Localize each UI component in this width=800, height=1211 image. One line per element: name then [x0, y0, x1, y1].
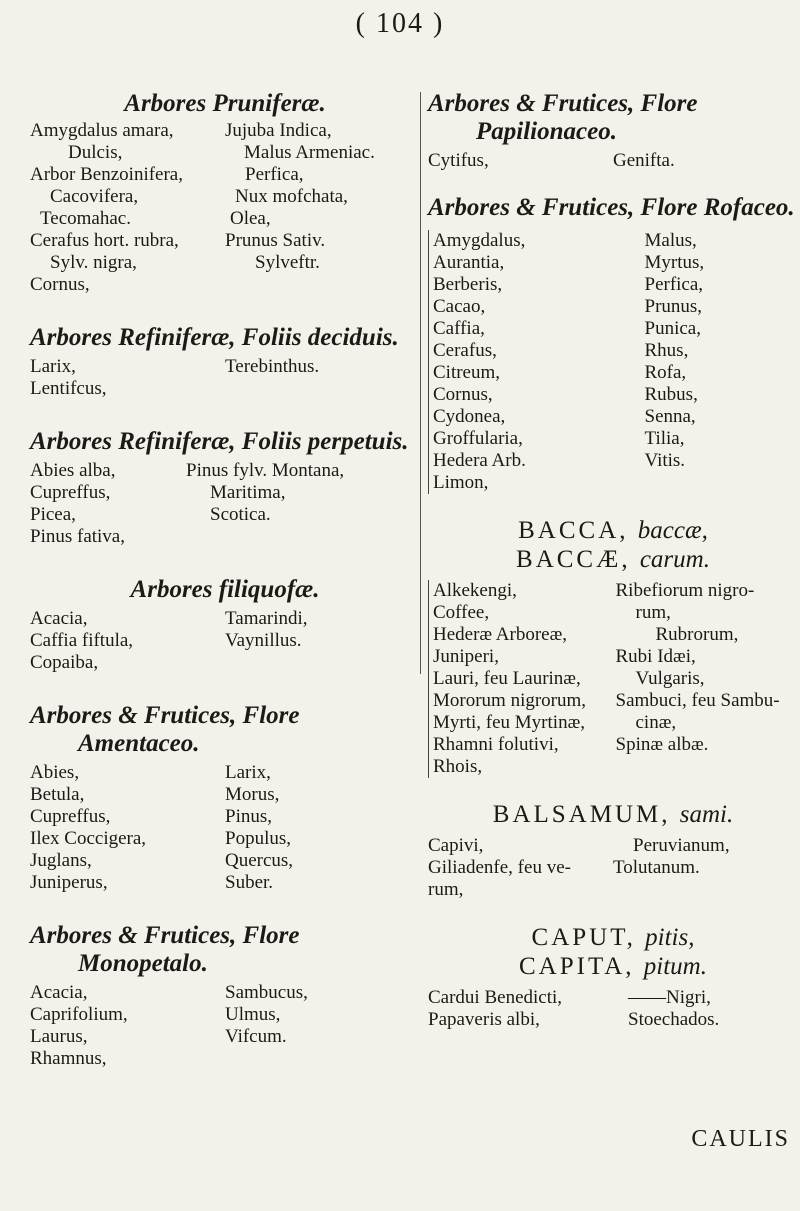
entry: Mororum nigrorum,: [433, 690, 587, 711]
section-title: Arbores Refiniferæ, Foliis perpetuis.: [30, 428, 409, 455]
title-word: CAPITA,: [519, 953, 635, 980]
entry: cinæ,: [635, 712, 677, 733]
section-title: Arbores & Frutices, Flore Papilionaceo.: [428, 90, 698, 145]
entry: [225, 526, 420, 548]
entries-col-2: [621, 230, 799, 494]
entry: Malus Armeniac.: [244, 142, 375, 163]
entry: Juniperus,: [30, 872, 108, 893]
entry: Cydonea,: [433, 406, 506, 427]
right-column: [428, 90, 798, 1047]
section-rosaceo: [428, 194, 798, 494]
entries: [30, 120, 420, 296]
entries: [428, 150, 798, 172]
section-bacca: [428, 516, 798, 778]
entry: Perfica,: [245, 164, 304, 185]
entry: Papaveris albi,: [428, 1009, 540, 1030]
title-ending: pitis,: [645, 924, 695, 951]
entry: Cornus,: [433, 384, 493, 405]
entry: Cacao,: [433, 296, 486, 317]
entry: Sambuci, feu Sambu-: [615, 690, 780, 711]
entry: Abies alba,: [30, 460, 116, 481]
entry: Juniperi,: [433, 646, 499, 667]
entry: Pinus fativa,: [30, 526, 125, 547]
entry: Lauri, feu Laurinæ,: [433, 668, 581, 689]
entry: Senna,: [644, 406, 696, 427]
section-amentaceo: [30, 702, 420, 894]
section-title: [428, 923, 798, 952]
section-caput: [428, 923, 798, 1031]
entry: Hederæ Arboreæ,: [433, 624, 568, 645]
section-papilionaceo: [428, 90, 798, 172]
entry: Myrtus,: [644, 252, 705, 273]
entry: Laurus,: [30, 1026, 88, 1047]
entry: [613, 879, 798, 901]
title-word: CAPUT,: [531, 924, 636, 951]
entries: [30, 982, 420, 1070]
title-word: BACCA,: [518, 517, 629, 544]
entry: Tolutanum.: [613, 857, 700, 878]
entry: Amygdalus,: [433, 230, 526, 251]
title-ending: carum.: [639, 546, 710, 573]
entry: Tamarindi,: [225, 608, 308, 629]
entry: rum,: [635, 602, 671, 623]
entries: [428, 230, 798, 494]
entry: Quercus,: [225, 850, 294, 871]
entry: Copaiba,: [30, 652, 99, 673]
entry: Tecomahac.: [40, 208, 131, 229]
section-title-2: [428, 545, 798, 574]
entry: Acacia,: [30, 982, 88, 1003]
entry: Rhois,: [433, 756, 483, 777]
entry: [225, 652, 420, 674]
entry: Larix,: [30, 356, 76, 377]
left-column: [30, 90, 420, 1086]
title-word: BACCÆ,: [516, 546, 631, 573]
entry: rum,: [428, 879, 464, 900]
entry: Cerafus hort. rubra,: [30, 230, 179, 251]
entry: Rhamnus,: [30, 1048, 107, 1069]
entry: Cacovifera,: [50, 186, 139, 207]
entry: Tilia,: [644, 428, 685, 449]
entry: Stoechados.: [628, 1009, 720, 1030]
entry: [616, 756, 799, 778]
entry: Spinæ albæ.: [615, 734, 709, 755]
entry: Peruvianum,: [633, 835, 730, 856]
entry: ——Nigri,: [628, 987, 711, 1008]
entries-col-1: [433, 230, 611, 494]
entries: [30, 762, 420, 894]
entry: Caffia fiftula,: [30, 630, 134, 651]
entry: Larix,: [225, 762, 271, 783]
entries: [428, 835, 798, 901]
entry: Suber.: [225, 872, 274, 893]
entry: Dulcis,: [68, 142, 123, 163]
title-ending: baccæ,: [637, 517, 708, 544]
entry: Coffee,: [433, 602, 490, 623]
entry: Caffia,: [433, 318, 485, 339]
section-title: Arbores & Frutices, Flore Amentaceo.: [30, 702, 300, 757]
section-title: [428, 800, 798, 829]
entries: [30, 356, 420, 400]
entry: Ribefiorum nigro-: [615, 580, 755, 601]
section-pruniferae: [30, 90, 420, 296]
entry: Prunus,: [644, 296, 703, 317]
entry: Nux mofchata,: [235, 186, 348, 207]
title-word: BALSAMUM,: [492, 801, 671, 828]
entry: Pinus fylv. Montana,: [186, 460, 345, 481]
entry: Terebinthus.: [225, 356, 320, 377]
title-ending: sami.: [679, 801, 734, 828]
section-balsamum: [428, 800, 798, 901]
entry: Limon,: [433, 472, 489, 493]
section-siliquosae: [30, 576, 420, 674]
entry: Berberis,: [433, 274, 503, 295]
entry: Cardui Benedicti,: [428, 987, 563, 1008]
entry: Olea,: [230, 208, 271, 229]
entry: Rubi Idæi,: [615, 646, 696, 667]
section-monopetalo: [30, 922, 420, 1070]
entry: Vulgaris,: [635, 668, 705, 689]
entry: Morus,: [225, 784, 280, 805]
column-divider: [420, 92, 421, 674]
entry: Alkekengi,: [433, 580, 517, 601]
entry: Prunus Sativ.: [225, 230, 326, 251]
entry: Caprifolium,: [30, 1004, 128, 1025]
entry: Ulmus,: [225, 1004, 281, 1025]
entry: Hedera Arb.: [433, 450, 526, 471]
entry: Myrti, feu Myrtinæ,: [433, 712, 585, 733]
entry: Aurantia,: [433, 252, 505, 273]
entry: Picea,: [30, 504, 76, 525]
entry: Genifta.: [613, 150, 675, 171]
section-title: Arbores & Frutices, Flore Monopetalo.: [30, 922, 300, 977]
entry: Arbor Benzoinifera,: [30, 164, 183, 185]
entry: Amygdalus amara,: [30, 120, 174, 141]
entry: Sylveftr.: [255, 252, 320, 273]
entries: [30, 608, 420, 674]
entry: [225, 274, 420, 296]
entry: Rubus,: [644, 384, 698, 405]
entry: Punica,: [644, 318, 701, 339]
section-title-2: [428, 952, 798, 981]
entry: Citreum,: [433, 362, 501, 383]
section-resiniferae-perpetuis: [30, 428, 420, 548]
section-title: Arbores Pruniferæ.: [124, 90, 326, 117]
entry: Rhamni folutivi,: [433, 734, 559, 755]
entry: Rubrorum,: [655, 624, 739, 645]
entry: Cupreffus,: [30, 806, 111, 827]
section-title: Arbores Refiniferæ, Foliis deciduis.: [30, 324, 399, 351]
entry: Sambucus,: [225, 982, 308, 1003]
entries: [428, 987, 798, 1031]
section-title: Arbores & Frutices, Flore Rofaceo.: [428, 194, 795, 221]
entry: Jujuba Indica,: [225, 120, 332, 141]
entry: Cupreffus,: [30, 482, 111, 503]
section-resiniferae-deciduis: [30, 324, 420, 400]
section-title: Arbores filiquofæ.: [130, 576, 320, 603]
title-ending: pitum.: [643, 953, 707, 980]
entries: [30, 460, 420, 548]
entry: Rhus,: [644, 340, 689, 361]
entry: Capivi,: [428, 835, 484, 856]
entry: Malus,: [644, 230, 697, 251]
entry: [225, 1048, 420, 1070]
entry: Cornus,: [30, 274, 90, 295]
entry: Cytifus,: [428, 150, 489, 171]
entry: Perfica,: [644, 274, 704, 295]
page-number: ( 104 ): [355, 8, 445, 39]
entry: Betula,: [30, 784, 85, 805]
entry: Lentifcus,: [30, 378, 107, 399]
entry: Vaynillus.: [225, 630, 302, 651]
entry: Scotica.: [210, 504, 271, 525]
entry: Vitis.: [644, 450, 686, 471]
entry: Vifcum.: [225, 1026, 287, 1047]
entry: Giliadenfe, feu ve-: [428, 857, 571, 878]
entry: Cerafus,: [433, 340, 497, 361]
entry: Pinus,: [225, 806, 272, 827]
entry: Rofa,: [644, 362, 687, 383]
entry: Maritima,: [210, 482, 286, 503]
entry: [225, 378, 420, 400]
entry: Groffularia,: [433, 428, 523, 449]
section-title: [428, 516, 798, 545]
entry: Ilex Coccigera,: [30, 828, 147, 849]
entry: Sylv. nigra,: [50, 252, 137, 273]
entry: Juglans,: [30, 850, 92, 871]
entries: [428, 580, 798, 778]
entry: Populus,: [225, 828, 291, 849]
catchword: CAULIS: [691, 1126, 790, 1152]
entry: Acacia,: [30, 608, 88, 629]
entry: Abies,: [30, 762, 80, 783]
